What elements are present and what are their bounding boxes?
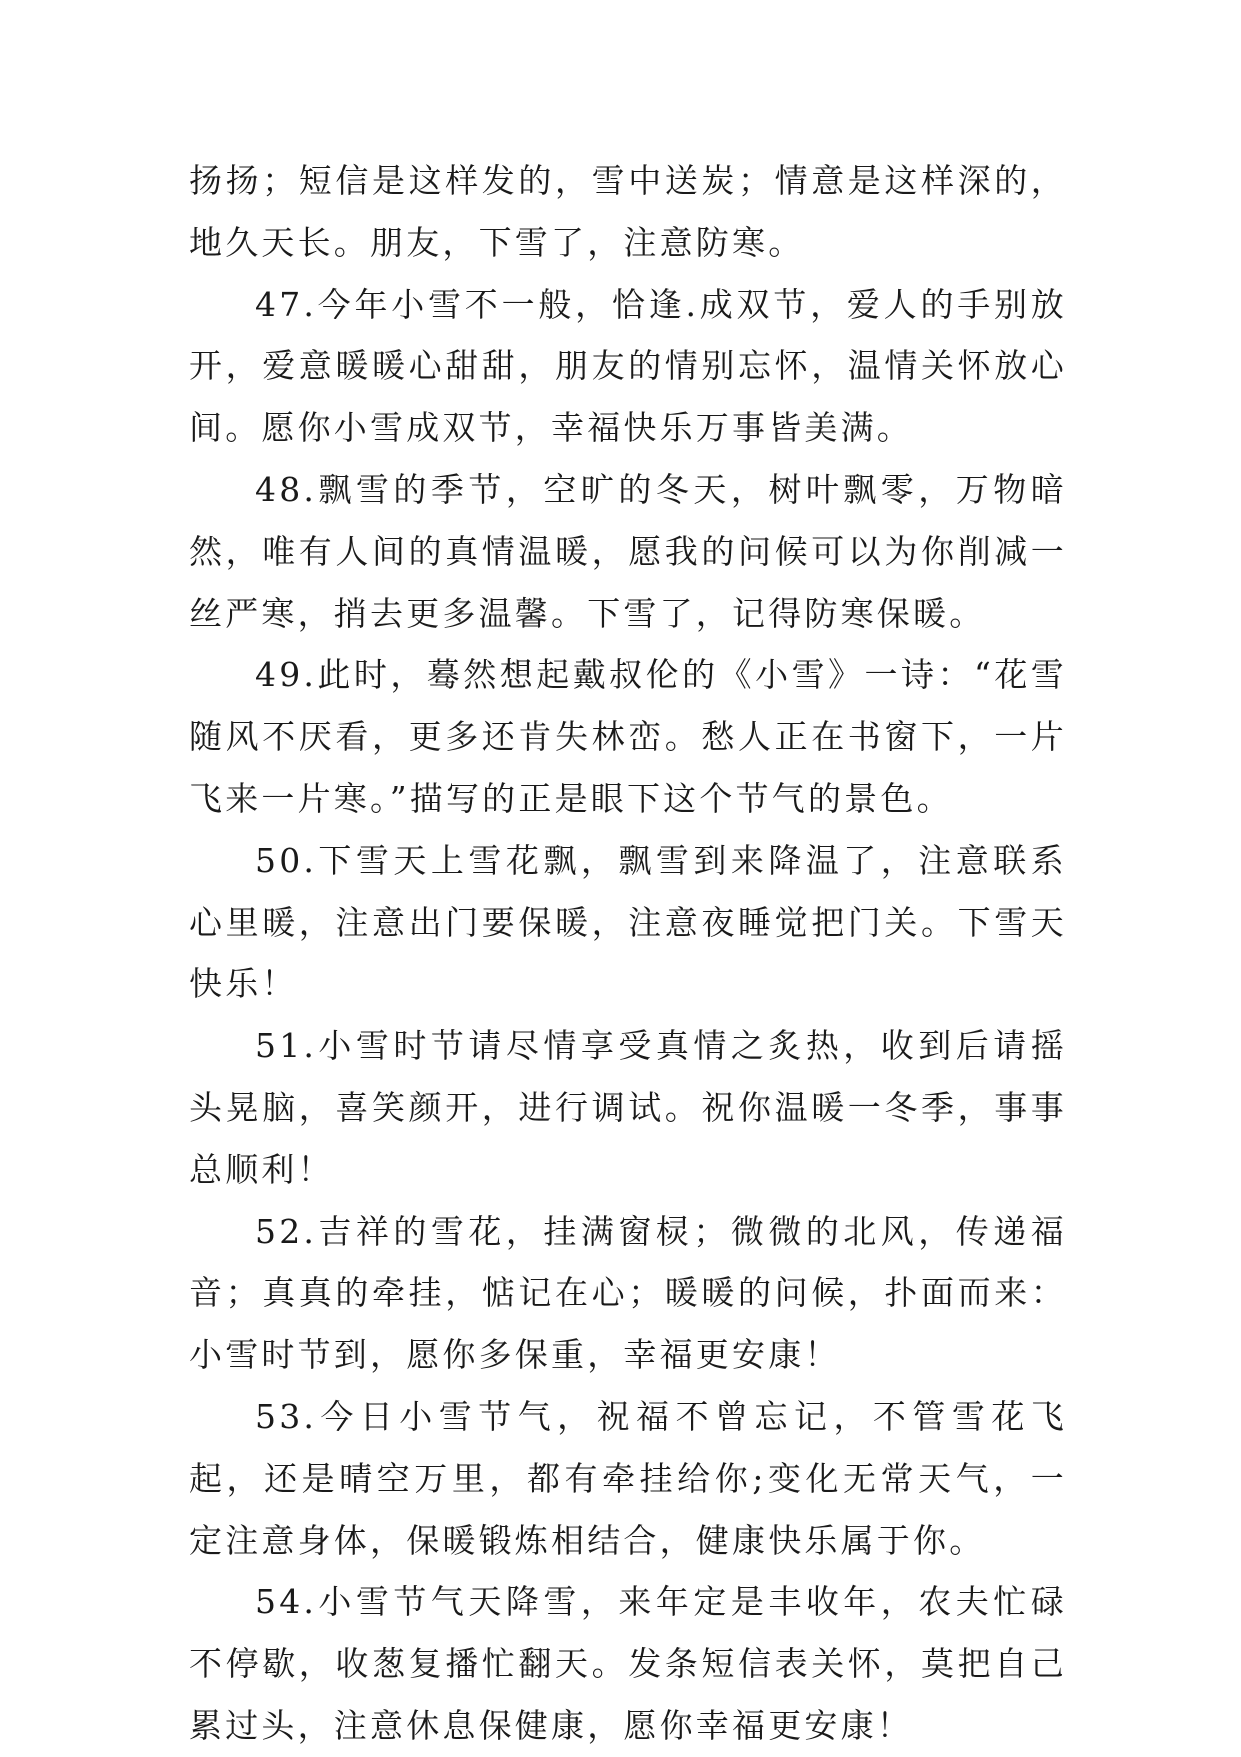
paragraph-item-47: 47.今年小雪不一般，恰逢.成双节，爱人的手别放开，爱意暖暖心甜甜，朋友的情别忘怀，温情关怀放心间。愿你小雪成双节，幸福快乐万事皆美满。	[189, 284, 1067, 448]
paragraph-item-49: 49.此时，蓦然想起戴叔伦的《小雪》一诗：“花雪随风不厌看，更多还肯失林峦。愁人正在书窗下，一片飞来一片寒。”描写的正是眼下这个节气的景色。	[189, 655, 1067, 818]
document-body	[189, 150, 1067, 1757]
paragraph-continuation: 扬扬；短信是这样发的，雪中送炭；情意是这样深的，地久天长。朋友，下雪了，注意防寒。	[189, 161, 1067, 262]
paragraph-item-51: 51.小雪时节请尽情享受真情之炙热，收到后请摇头晃脑，喜笑颜开，进行调试。祝你温暖一冬季，事事总顺利！	[189, 1026, 1067, 1189]
paragraph-item-53: 53.今日小雪节气，祝福不曾忘记，不管雪花飞起，还是晴空万里，都有牵挂给你;变化无常天气，一定注意身体，保暖锻炼相结合，健康快乐属于你。	[189, 1396, 1067, 1560]
paragraph-item-54: 54.小雪节气天降雪，来年定是丰收年，农夫忙碌不停歇，收葱复播忙翻天。发条短信表关怀，莫把自己累过头，注意休息保健康，愿你幸福更安康！	[189, 1582, 1067, 1745]
paragraph-item-50: 50.下雪天上雪花飘，飘雪到来降温了，注意联系心里暖，注意出门要保暖，注意夜睡觉把门关。下雪天快乐！	[189, 840, 1067, 1004]
paragraph-item-52: 52.吉祥的雪花，挂满窗棂；微微的北风，传递福音；真真的牵挂，惦记在心；暖暖的问候，扑面而来：小雪时节到，愿你多保重，幸福更安康！	[189, 1211, 1067, 1375]
paragraph-item-48: 48.飘雪的季节，空旷的冬天，树叶飘零，万物暗然，唯有人间的真情温暖，愿我的问候可以为你削减一丝严寒，捎去更多温馨。下雪了，记得防寒保暖。	[189, 469, 1067, 633]
